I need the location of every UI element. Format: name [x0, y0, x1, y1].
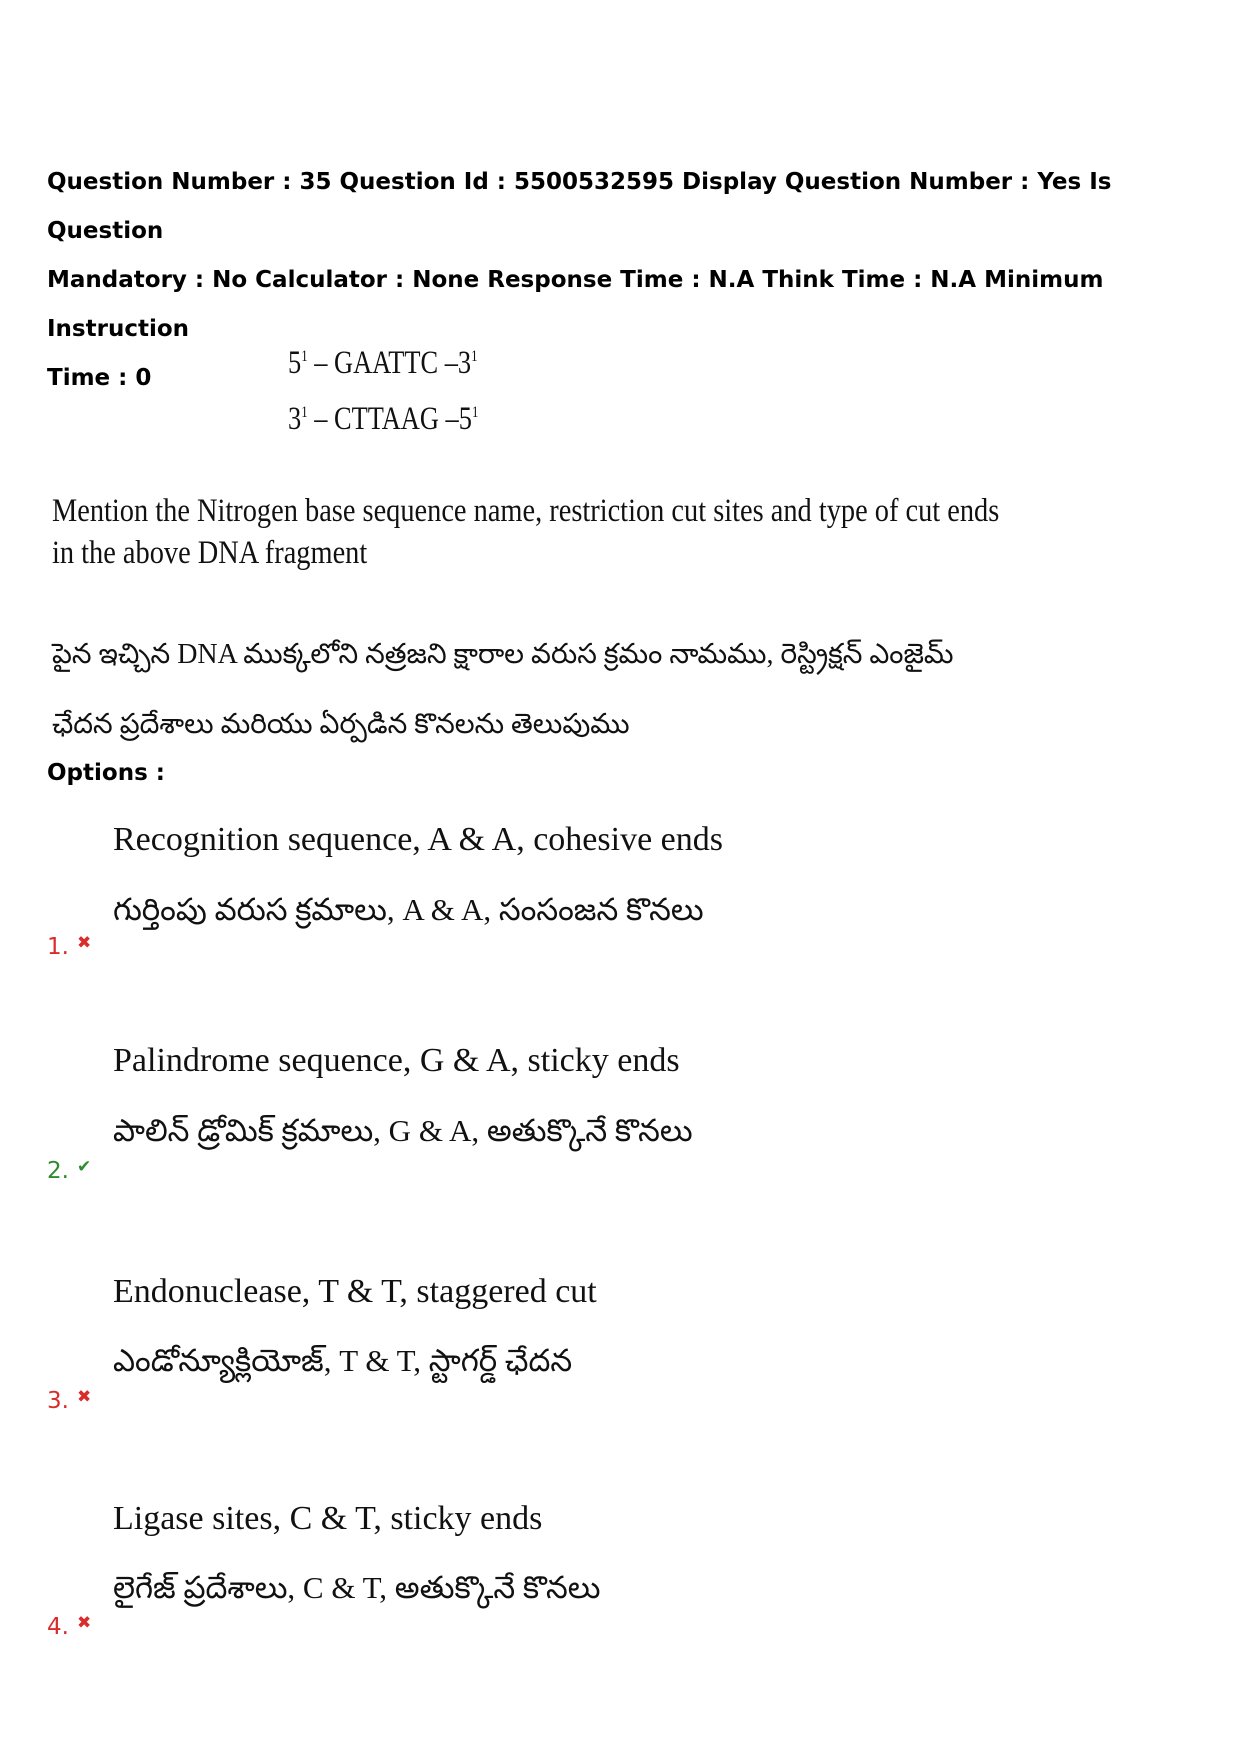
option-1-english: Recognition sequence, A & A, cohesive ends: [113, 821, 723, 858]
option-1-marker: [47, 934, 91, 960]
option-3-marker: [47, 1388, 91, 1414]
cross-icon: ✖: [76, 1613, 92, 1633]
option-4-telugu: లైగేజ్ ప్రదేశాలు, C & T, అతుక్కొనే కొనలు: [113, 1570, 601, 1605]
option-3-english: Endonuclease, T & T, staggered cut: [113, 1273, 597, 1310]
strand-top-end-sup: 1: [471, 348, 478, 365]
cross-icon: ✖: [76, 1387, 92, 1407]
metadata-line-1: Question Number : 35 Question Id : 5500532595 Display Question Number : Yes Is Question: [47, 169, 1112, 244]
option-1-telugu: గుర్తింపు వరుస క్రమాలు, A & A, సంసంజన కొనలు: [113, 892, 704, 927]
option-3-number: 3.: [47, 1388, 69, 1414]
question-telugu-line-1: పైన ఇచ్చిన DNA ముక్కలోని నత్రజని క్షారాల వరుస క్రమం నామము, రెస్ట్రిక్షన్ ఎంజైమ్: [52, 639, 954, 670]
option-2-number: 2.: [47, 1158, 69, 1184]
option-2-english: Palindrome sequence, G & A, sticky ends: [113, 1042, 680, 1079]
cross-icon: ✖: [76, 933, 92, 953]
question-metadata: [47, 158, 1217, 403]
strand-top-start-sup: 1: [301, 348, 308, 365]
question-text-telugu: [52, 620, 1152, 760]
option-4-number: 4.: [47, 1614, 69, 1640]
question-text-english: [52, 490, 1041, 574]
option-1-number: 1.: [47, 934, 69, 960]
dna-strand-bottom: [288, 401, 478, 438]
metadata-line-3: Time : 0: [47, 365, 152, 391]
question-english-line-2: in the above DNA fragment: [52, 535, 368, 571]
metadata-line-2: Mandatory : No Calculator : None Response Time : N.A Think Time : N.A Minimum Instruction: [47, 267, 1104, 342]
dna-strand-top: [288, 345, 478, 382]
option-4-marker: [47, 1614, 91, 1640]
strand-bottom-start: 3: [288, 401, 302, 437]
strand-bottom-start-sup: 1: [301, 404, 308, 421]
option-3-telugu: ఎండోన్యూక్లియోజ్, T & T, స్టాగర్డ్ ఛేదన: [113, 1343, 573, 1378]
question-english-line-1: Mention the Nitrogen base sequence name, restriction cut sites and type of cut ends: [52, 493, 1000, 529]
options-label: Options :: [47, 760, 165, 786]
option-2-telugu: పాలిన్ డ్రోమిక్ క్రమాలు, G & A, అతుక్కొనే కొనలు: [113, 1113, 693, 1148]
strand-bottom-end-sup: 1: [471, 404, 479, 421]
question-telugu-line-2: ఛేదన ప్రదేశాలు మరియు ఏర్పడిన కొనలను తెలుపుము: [52, 709, 630, 740]
option-4-english: Ligase sites, C & T, sticky ends: [113, 1500, 543, 1537]
check-icon: ✔: [76, 1157, 92, 1177]
strand-top-start: 5: [288, 345, 302, 381]
strand-bottom-sequence: – CTTAAG –5: [307, 401, 472, 437]
option-2-marker: [47, 1158, 91, 1184]
strand-top-sequence: – GAATTC –3: [307, 345, 472, 381]
